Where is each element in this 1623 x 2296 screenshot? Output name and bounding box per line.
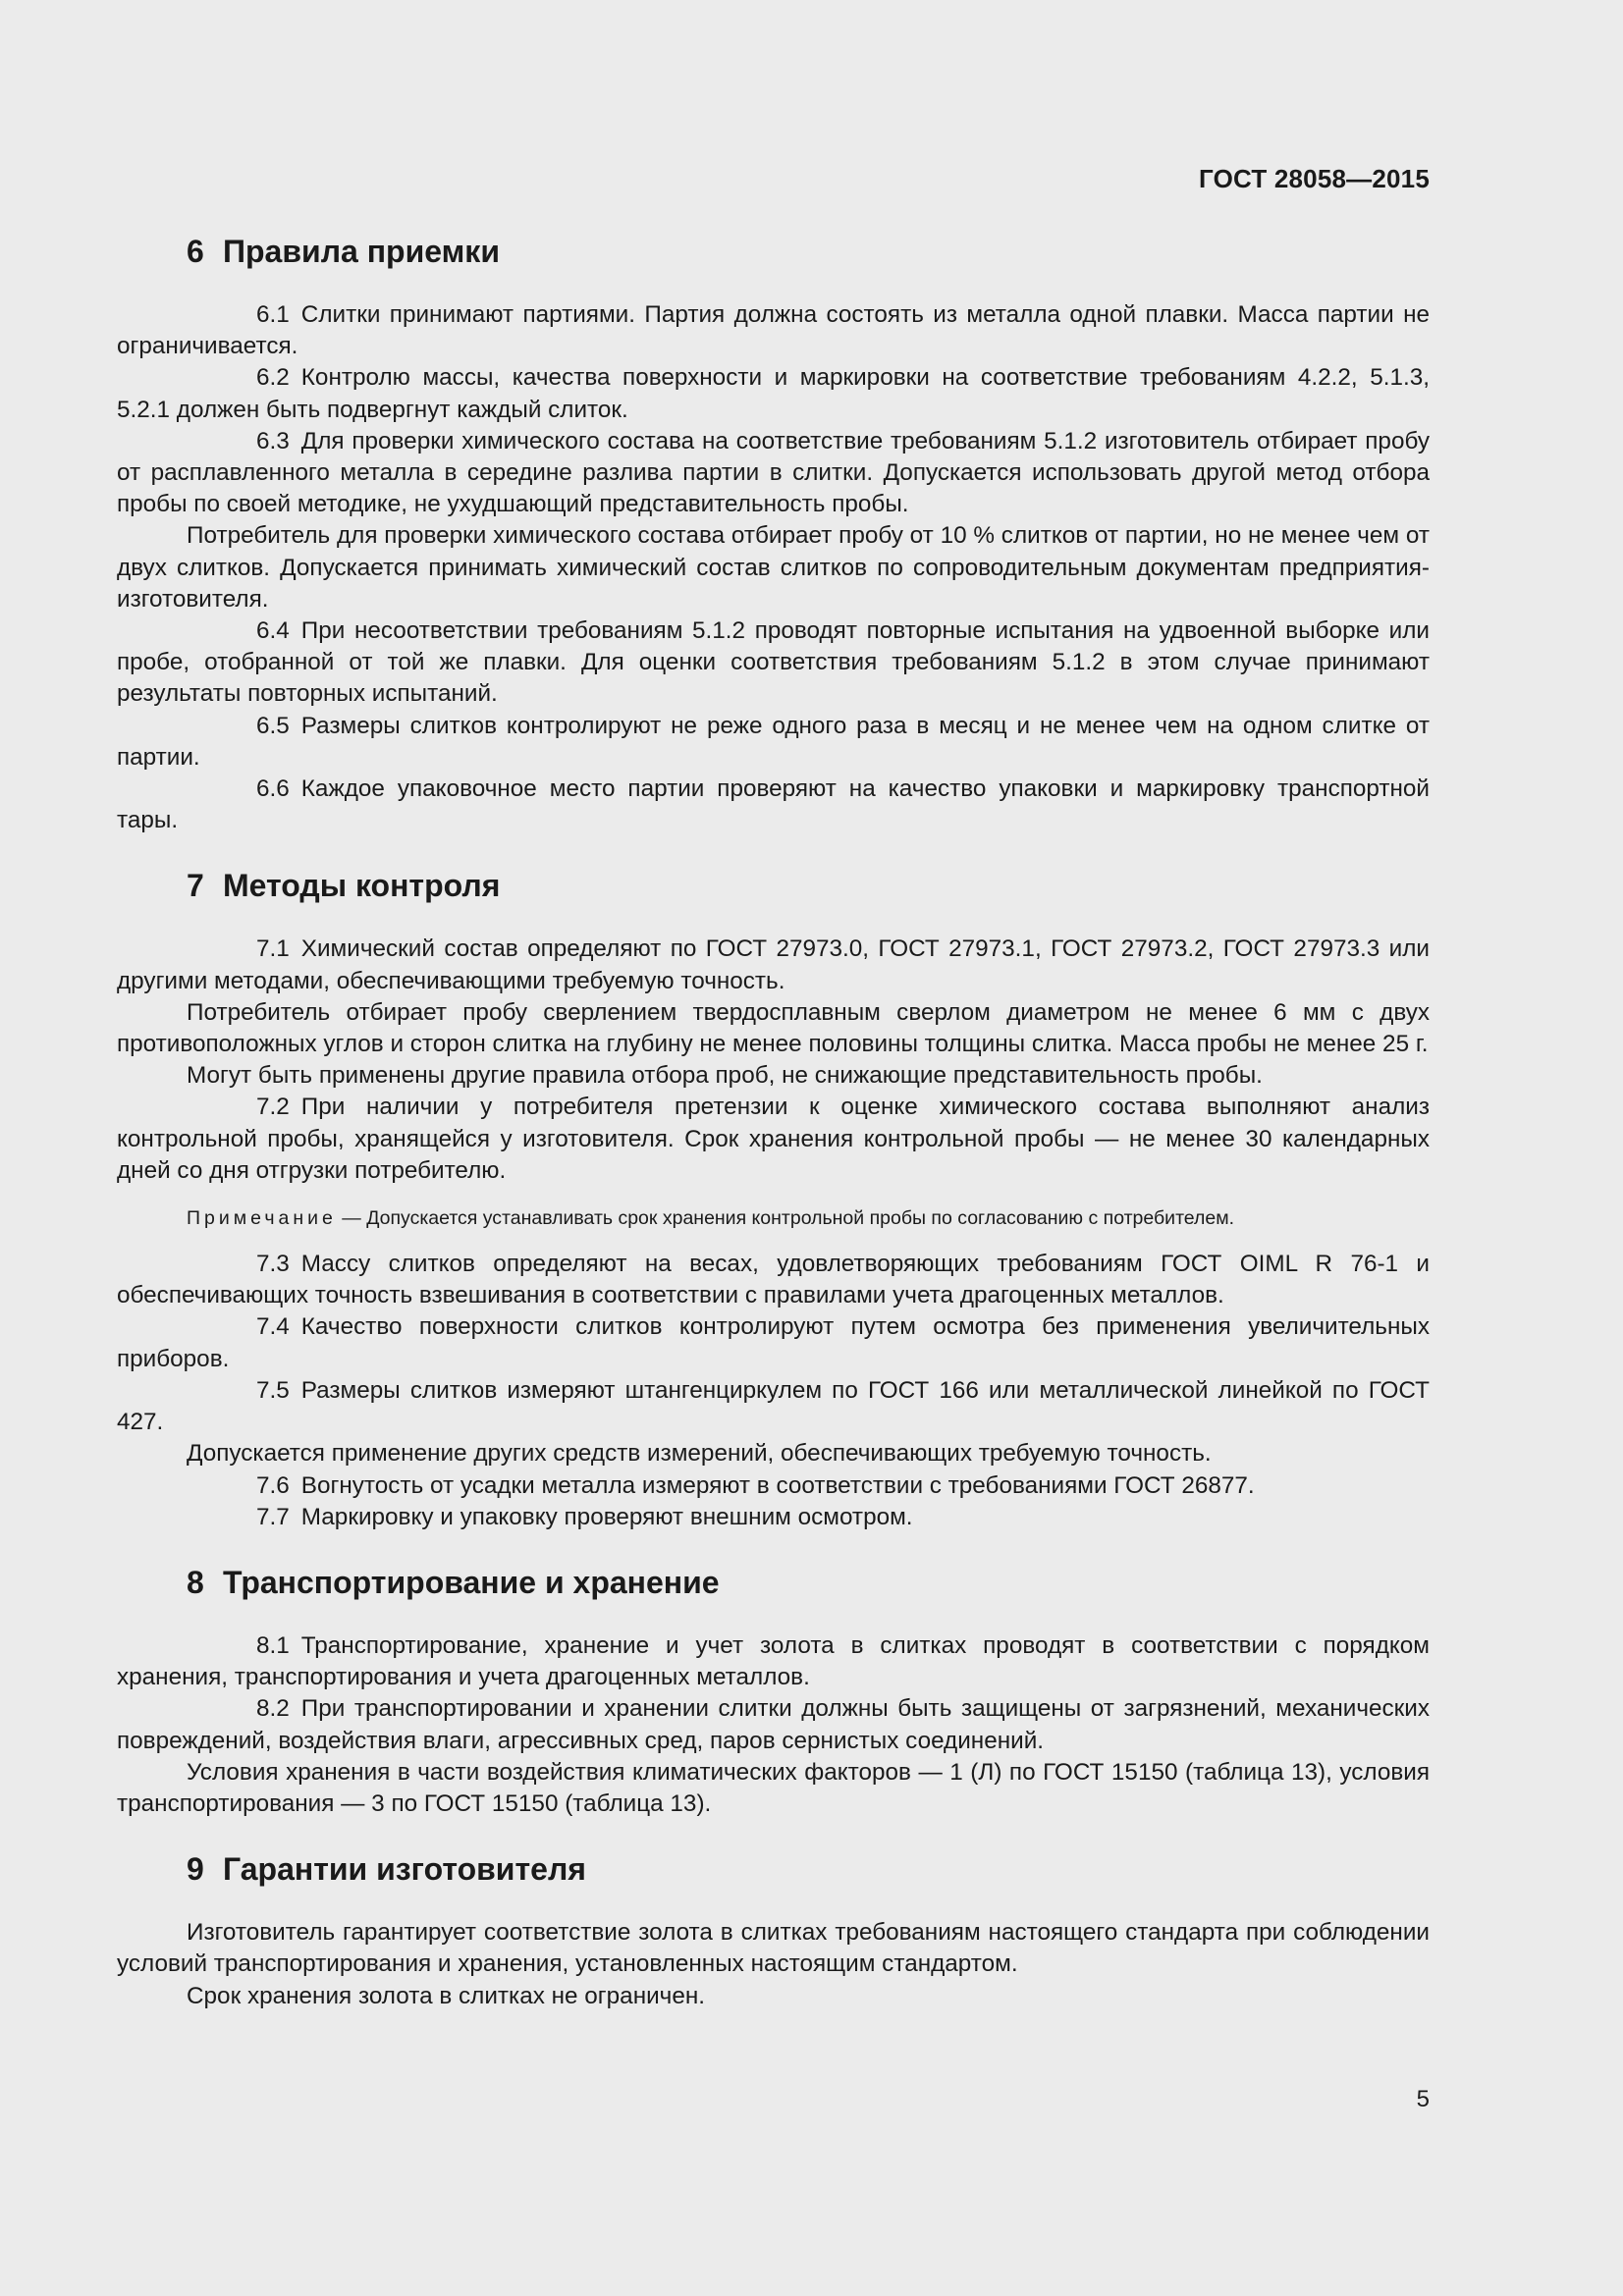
clause-number: 7.3 — [256, 1251, 290, 1278]
paragraph-text: Размеры слитков контролируют не реже одного раза в месяц и не менее чем на одном слитке от партии. — [117, 712, 1430, 771]
section-number: 9 — [187, 1851, 204, 1888]
section-9 — [117, 1849, 1430, 2012]
section-number: 8 — [187, 1564, 204, 1600]
paragraph — [117, 1249, 1430, 1311]
clause-number: 6.6 — [256, 775, 290, 803]
section-title-text: Правила приемки — [223, 234, 500, 269]
paragraph-text: Маркировку и упаковку проверяют внешним осмотром. — [300, 1503, 913, 1530]
section-title-text: Транспортирование и хранение — [223, 1564, 720, 1600]
paragraph — [117, 1917, 1430, 1980]
paragraph — [117, 1375, 1430, 1438]
section-title — [117, 866, 1430, 905]
paragraph — [117, 1981, 1430, 2012]
clause-number: 6.3 — [256, 427, 290, 454]
clause-number: 6.2 — [256, 364, 290, 392]
clause-number: 6.1 — [256, 301, 290, 328]
paragraph-text: Срок хранения золота в слитках не ограничен. — [187, 1982, 706, 2009]
paragraph — [117, 1092, 1430, 1187]
paragraph-text: Допускается применение других средств измерений, обеспечивающих требуемую точность. — [187, 1440, 1212, 1468]
paragraph — [117, 1060, 1430, 1092]
section-title — [117, 1563, 1430, 1602]
paragraph — [117, 1470, 1430, 1502]
section-title-text: Методы контроля — [223, 868, 501, 904]
paragraph-text: Условия хранения в части воздействия климатических факторов — 1 (Л) по ГОСТ 15150 (таблица 13), условия транспортирования — 3 по ГОСТ 15150 (таблица 13). — [117, 1758, 1430, 1817]
clause-number: 7.4 — [256, 1313, 290, 1341]
section-title — [117, 232, 1430, 271]
section-number: 7 — [187, 868, 204, 904]
paragraph-text: Размеры слитков измеряют штангенциркулем по ГОСТ 166 или металлической линейкой по ГОСТ 427. — [117, 1376, 1430, 1436]
paragraph-text: Химический состав определяют по ГОСТ 27973.0, ГОСТ 27973.1, ГОСТ 27973.2, ГОСТ 27973.3 или другими методами, обеспечивающими требуемую точность. — [117, 935, 1430, 994]
page-number: 5 — [1416, 2086, 1430, 2112]
note — [117, 1203, 1430, 1234]
paragraph-text: Могут быть применены другие правила отбора проб, не снижающие представительность пробы. — [187, 1062, 1263, 1090]
paragraph-text: Потребитель для проверки химического состава отбирает пробу от 10 % слитков от партии, но не менее чем от двух слитков. Допускается принимать химический состав слитков по сопроводительным документам предприятия-изготовителя. — [117, 522, 1430, 613]
paragraph-text: При наличии у потребителя претензии к оценке химического состава выполняют анализ контрольной пробы, хранящейся у изготовителя. Срок хранения контрольной пробы — не менее 30 календарных дней со дня отгрузки потребителю. — [117, 1094, 1430, 1184]
paragraph-text: Слитки принимают партиями. Партия должна состоять из металла одной плавки. Масса партии не ограничивается. — [117, 301, 1430, 360]
paragraph — [117, 1502, 1430, 1533]
clause-number: 8.2 — [256, 1695, 290, 1723]
paragraph-text: Вогнутость от усадки металла измеряют в соответствии с требованиями ГОСТ 26877. — [300, 1471, 1255, 1499]
paragraph-text: Транспортирование, хранение и учет золота в слитках проводят в соответствии с порядком хранения, транспортирования и учета драгоценных металлов. — [117, 1631, 1430, 1691]
paragraph-text: При транспортировании и хранении слитки должны быть защищены от загрязнений, механических повреждений, воздействия влаги, агрессивных сред, паров сернистых соединений. — [117, 1695, 1430, 1754]
section-7 — [117, 866, 1430, 1532]
paragraph-text: Потребитель отбирает пробу сверлением твердосплавным сверлом диаметром не менее 6 мм с двух противоположных углов и сторон слитка на глубину не менее половины толщины слитка. Масса пробы не менее 25 г. — [117, 998, 1430, 1058]
clause-number: 7.6 — [256, 1471, 290, 1499]
paragraph-text: Каждое упаковочное место партии проверяют на качество упаковки и маркировку транспортной тары. — [117, 775, 1430, 834]
section-6 — [117, 232, 1430, 836]
paragraph — [117, 615, 1430, 711]
note-label: Примечание — [187, 1207, 337, 1230]
paragraph — [117, 1311, 1430, 1374]
paragraph — [117, 997, 1430, 1060]
note-text: — Допускается устанавливать срок хранения контрольной пробы по согласованию с потребителем. — [342, 1207, 1235, 1230]
paragraph-text: Массу слитков определяют на весах, удовлетворяющих требованиям ГОСТ OIML R 76-1 и обеспечивающих точность взвешивания в соответствии с правилами учета драгоценных металлов. — [117, 1251, 1430, 1309]
paragraph — [117, 1438, 1430, 1469]
clause-number: 6.4 — [256, 617, 290, 645]
section-8 — [117, 1563, 1430, 1820]
paragraph-text: При несоответствии требованиям 5.1.2 проводят повторные испытания на удвоенной выборке или пробе, отобранной от той же плавки. Для оценки соответствия требованиям 5.1.2 в этом случае принимают результаты повторных испытаний. — [117, 617, 1430, 708]
clause-number: 7.2 — [256, 1094, 290, 1121]
paragraph — [117, 520, 1430, 615]
paragraph — [117, 426, 1430, 521]
clause-number: 7.5 — [256, 1376, 290, 1404]
document-header: ГОСТ 28058—2015 — [1199, 164, 1430, 193]
paragraph — [117, 711, 1430, 774]
paragraph-text: Качество поверхности слитков контролируют путем осмотра без применения увеличительных приборов. — [117, 1313, 1430, 1372]
paragraph — [117, 299, 1430, 362]
document-body — [117, 232, 1430, 2042]
section-number: 6 — [187, 234, 204, 269]
clause-number: 7.1 — [256, 935, 290, 963]
clause-number: 8.1 — [256, 1631, 290, 1659]
clause-number: 6.5 — [256, 712, 290, 739]
paragraph-text: Изготовитель гарантирует соответствие золота в слитках требованиям настоящего стандарта при соблюдении условий транспортирования и хранения, установленных настоящим стандартом. — [117, 1919, 1430, 1978]
paragraph — [117, 1630, 1430, 1693]
paragraph-text: Контролю массы, качества поверхности и маркировки на соответствие требованиям 4.2.2, 5.1.3, 5.2.1 должен быть подвергнут каждый слиток. — [117, 364, 1430, 423]
paragraph — [117, 1757, 1430, 1820]
paragraph — [117, 774, 1430, 836]
section-title — [117, 1849, 1430, 1889]
paragraph — [117, 934, 1430, 996]
clause-number: 7.7 — [256, 1503, 290, 1530]
paragraph — [117, 362, 1430, 425]
paragraph — [117, 1693, 1430, 1756]
section-title-text: Гарантии изготовителя — [223, 1851, 586, 1888]
paragraph-text: Для проверки химического состава на соответствие требованиям 5.1.2 изготовитель отбирает пробу от расплавленного металла в середине разлива партии в слитки. Допускается использовать другой метод отбора пробы по своей методике, не ухудшающий представительность пробы. — [117, 427, 1430, 518]
